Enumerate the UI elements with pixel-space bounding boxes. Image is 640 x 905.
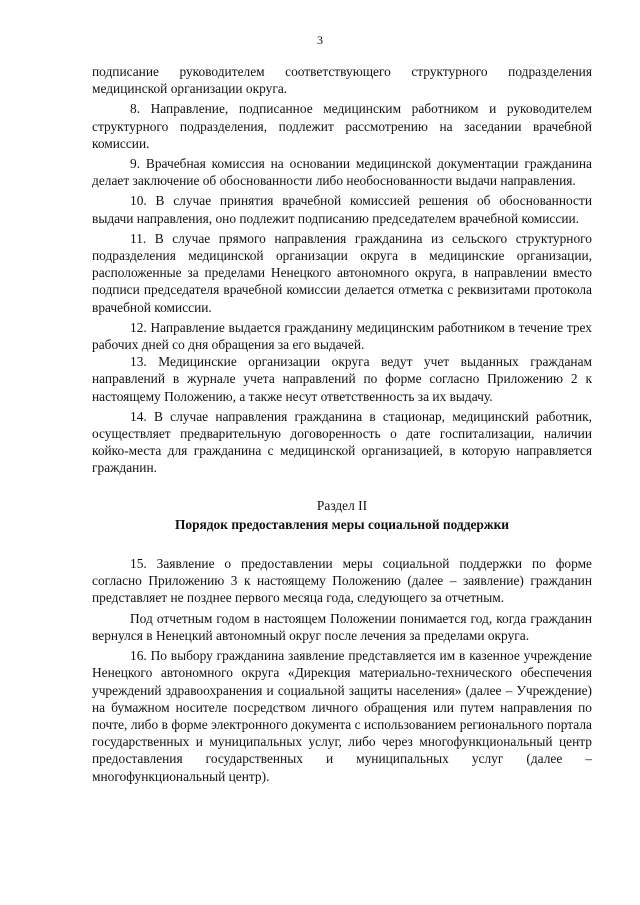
paragraph-8: 8. Направление, подписанное медицинским работником и руководителем структурного подразделения, подлежит рассмотрению на заседании врачебной комиссии.	[92, 101, 592, 151]
paragraph-continuation: подписание руководителем соответствующего структурного подразделения медицинской организации округа.	[92, 64, 592, 97]
section-number: Раздел II	[316, 497, 368, 513]
section-title: Порядок предоставления меры социальной поддержки	[174, 516, 509, 532]
paragraph-9: 9. Врачебная комиссия на основании медицинской документации гражданина делает заключение об обоснованности либо необоснованности выдачи направления.	[92, 156, 592, 189]
paragraph-reporting-year: Под отчетным годом в настоящем Положении понимается год, когда гражданин вернулся в Ненецкий автономный округ после лечения за пределами округа.	[92, 610, 592, 643]
page-number: 3	[317, 33, 323, 47]
paragraph-10: 10. В случае принятия врачебной комиссией решения об обоснованности выдачи направления, оно подлежит подписанию председателем врачебной комиссии.	[92, 193, 592, 226]
paragraph-14: 14. В случае направления гражданина в стационар, медицинский работник, осуществляет предварительную договоренность о дате госпитализации, наличии койко-места для гражданина с медицинской организацией, в которую направляется гражданин.	[92, 408, 592, 476]
paragraph-11: 11. В случае прямого направления гражданина из сельского структурного подразделения медицинской организации округа в медицинские организации, расположенные за пределами Ненецкого автономного округа, в направлении вместо подписи председателя врачебной комиссии делается отметка с реквизитами протокола врачебной комиссии.	[92, 230, 592, 315]
document-body	[92, 63, 592, 785]
paragraph-16: 16. По выбору гражданина заявление представляется им в казенное учреждение Ненецкого автономного округа «Дирекция материально-технического обеспечения учреждений здравоохранения и социальной защиты населения» (далее – Учреждение) на бумажном носителе посредством личного обращения или путем направления по почте, либо в форме электронного документа с использованием регионального портала государственных и муниципальных услуг, либо через многофункциональный центр предоставления государственных и муниципальных услуг (далее – многофункциональный центр).	[92, 648, 592, 784]
paragraph-15: 15. Заявление о предоставлении меры социальной поддержки по форме согласно Приложению 3 к настоящему Положению (далее – заявление) гражданин представляет не позднее первого месяца года, следующего за отчетным.	[92, 556, 592, 606]
paragraph-13: 13. Медицинские организации округа ведут учет выданных гражданам направлений в журнале учета направлений по форме согласно Приложению 2 к настоящему Положению, а также несут ответственность за их выдачу.	[92, 354, 592, 404]
paragraph-12: 12. Направление выдается гражданину медицинским работником в течение трех рабочих дней со дня обращения за его выдачей.	[92, 319, 592, 353]
